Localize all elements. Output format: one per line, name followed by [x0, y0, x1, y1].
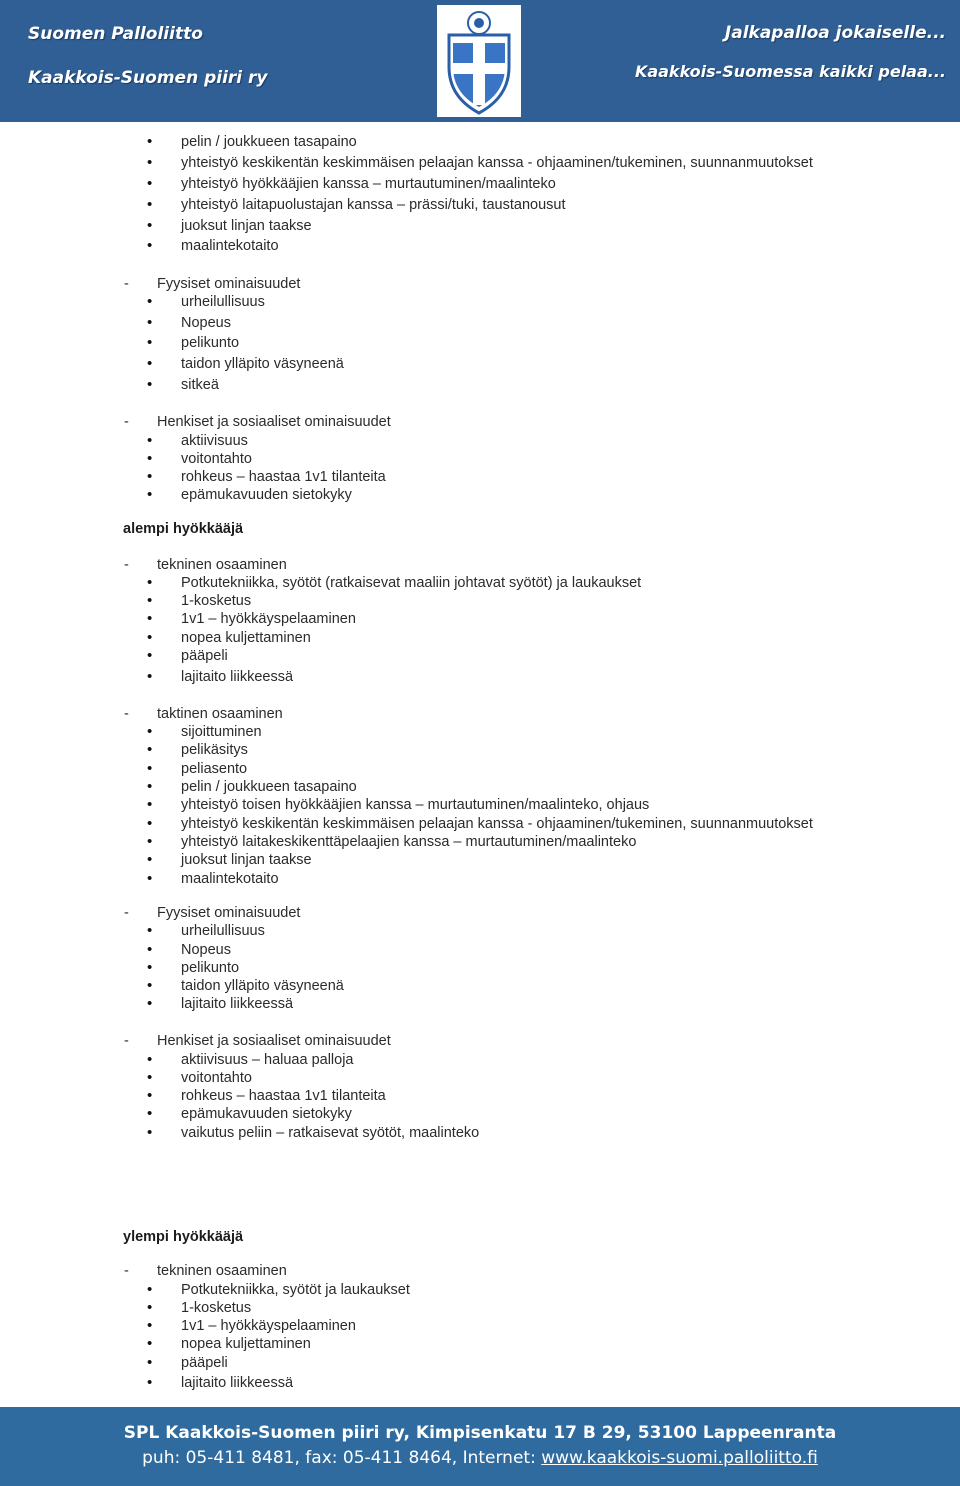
footer-address: SPL Kaakkois-Suomen piiri ry, Kimpisenkatu 17 B 29, 53100 Lappeenranta	[123, 1423, 837, 1443]
list-item: • pääpeli	[181, 647, 228, 665]
list-item: • aktiivisuus	[181, 432, 248, 450]
list-item: • sitkeä	[181, 376, 219, 394]
list-item: • taidon ylläpito väsyneenä	[181, 355, 344, 373]
shield-icon	[437, 5, 521, 117]
list-item: • 1-kosketus	[181, 1299, 251, 1317]
page-footer	[0, 1407, 960, 1486]
footer-phone-fax: puh: 05-411 8481, fax: 05-411 8464, Internet:	[142, 1448, 542, 1468]
list-item: • lajitaito liikkeessä	[181, 995, 293, 1013]
subsection-title: - taktinen osaaminen	[157, 705, 283, 723]
list-item: • sijoittuminen	[181, 723, 262, 741]
list-item: • nopea kuljettaminen	[181, 629, 311, 647]
brand-district: Kaakkois-Suomen piiri ry	[28, 68, 268, 88]
list-item: • yhteistyö hyökkääjien kanssa – murtautuminen/maalinteko	[181, 175, 556, 193]
list-item: • yhteistyö laitakeskikenttäpelaajien kanssa – murtautuminen/maalinteko	[181, 833, 636, 851]
list-item: • 1v1 – hyökkäyspelaaminen	[181, 610, 356, 628]
list-item: • yhteistyö laitapuolustajan kanssa – prässi/tuki, taustanousut	[181, 196, 565, 214]
list-item: • Nopeus	[181, 314, 231, 332]
list-item: • lajitaito liikkeessä	[181, 1374, 293, 1392]
list-item: • pelikäsitys	[181, 741, 248, 759]
list-item: • yhteistyö toisen hyökkääjien kanssa – murtautuminen/maalinteko, ohjaus	[181, 796, 649, 814]
list-item: • maalintekotaito	[181, 237, 279, 255]
list-item: • 1v1 – hyökkäyspelaaminen	[181, 1317, 356, 1335]
subsection-title: - Fyysiset ominaisuudet	[157, 275, 300, 293]
slogan-line-2: Kaakkois-Suomessa kaikki pelaa...	[634, 62, 946, 81]
list-item: • aktiivisuus – haluaa palloja	[181, 1051, 354, 1069]
subsection-title: - Henkiset ja sosiaaliset ominaisuudet	[157, 413, 391, 431]
subsection-title: - Henkiset ja sosiaaliset ominaisuudet	[157, 1032, 391, 1050]
list-item: • lajitaito liikkeessä	[181, 668, 293, 686]
list-item: • epämukavuuden sietokyky	[181, 1105, 352, 1123]
section-heading: ylempi hyökkääjä	[123, 1229, 244, 1245]
list-item: • urheilullisuus	[181, 922, 265, 940]
subsection-title: - tekninen osaaminen	[157, 1262, 287, 1280]
list-item: • taidon ylläpito väsyneenä	[181, 977, 344, 995]
list-item: • peliasento	[181, 760, 247, 778]
list-item: • Potkutekniikka, syötöt ja laukaukset	[181, 1281, 410, 1299]
list-item: • pelin / joukkueen tasapaino	[181, 778, 357, 796]
list-item: • juoksut linjan taakse	[181, 217, 312, 235]
slogan-line-1: Jalkapalloa jokaiselle...	[724, 23, 946, 43]
page-header	[0, 0, 960, 122]
list-item: • vaikutus peliin – ratkaisevat syötöt, maalinteko	[181, 1124, 479, 1142]
list-item: • pääpeli	[181, 1354, 228, 1372]
brand-name: Suomen Palloliitto	[28, 24, 203, 44]
list-item: • juoksut linjan taakse	[181, 851, 312, 869]
list-item: • urheilullisuus	[181, 293, 265, 311]
subsection-title: - tekninen osaaminen	[157, 556, 287, 574]
section-heading: alempi hyökkääjä	[123, 521, 244, 537]
website-link[interactable]: www.kaakkois-suomi.palloliitto.fi	[541, 1448, 818, 1468]
palloliitto-logo	[437, 5, 521, 117]
list-item: • 1-kosketus	[181, 592, 251, 610]
footer-contact	[0, 1448, 960, 1468]
list-item: • voitontahto	[181, 1069, 252, 1087]
list-item: • nopea kuljettaminen	[181, 1335, 311, 1353]
list-item: • yhteistyö keskikentän keskimmäisen pelaajan kanssa - ohjaaminen/tukeminen, suunnanmuutokset	[181, 815, 813, 833]
list-item: • pelikunto	[181, 334, 239, 352]
list-item: • rohkeus – haastaa 1v1 tilanteita	[181, 1087, 386, 1105]
list-item: • pelin / joukkueen tasapaino	[181, 133, 357, 151]
list-item: • maalintekotaito	[181, 870, 279, 888]
list-item: • voitontahto	[181, 450, 252, 468]
subsection-title: - Fyysiset ominaisuudet	[157, 904, 300, 922]
list-item: • pelikunto	[181, 959, 239, 977]
list-item: • epämukavuuden sietokyky	[181, 486, 352, 504]
list-item: • yhteistyö keskikentän keskimmäisen pelaajan kanssa - ohjaaminen/tukeminen, suunnanmuutokset	[181, 154, 813, 172]
list-item: • Potkutekniikka, syötöt (ratkaisevat maaliin johtavat syötöt) ja laukaukset	[181, 574, 641, 592]
list-item: • Nopeus	[181, 941, 231, 959]
list-item: • rohkeus – haastaa 1v1 tilanteita	[181, 468, 386, 486]
